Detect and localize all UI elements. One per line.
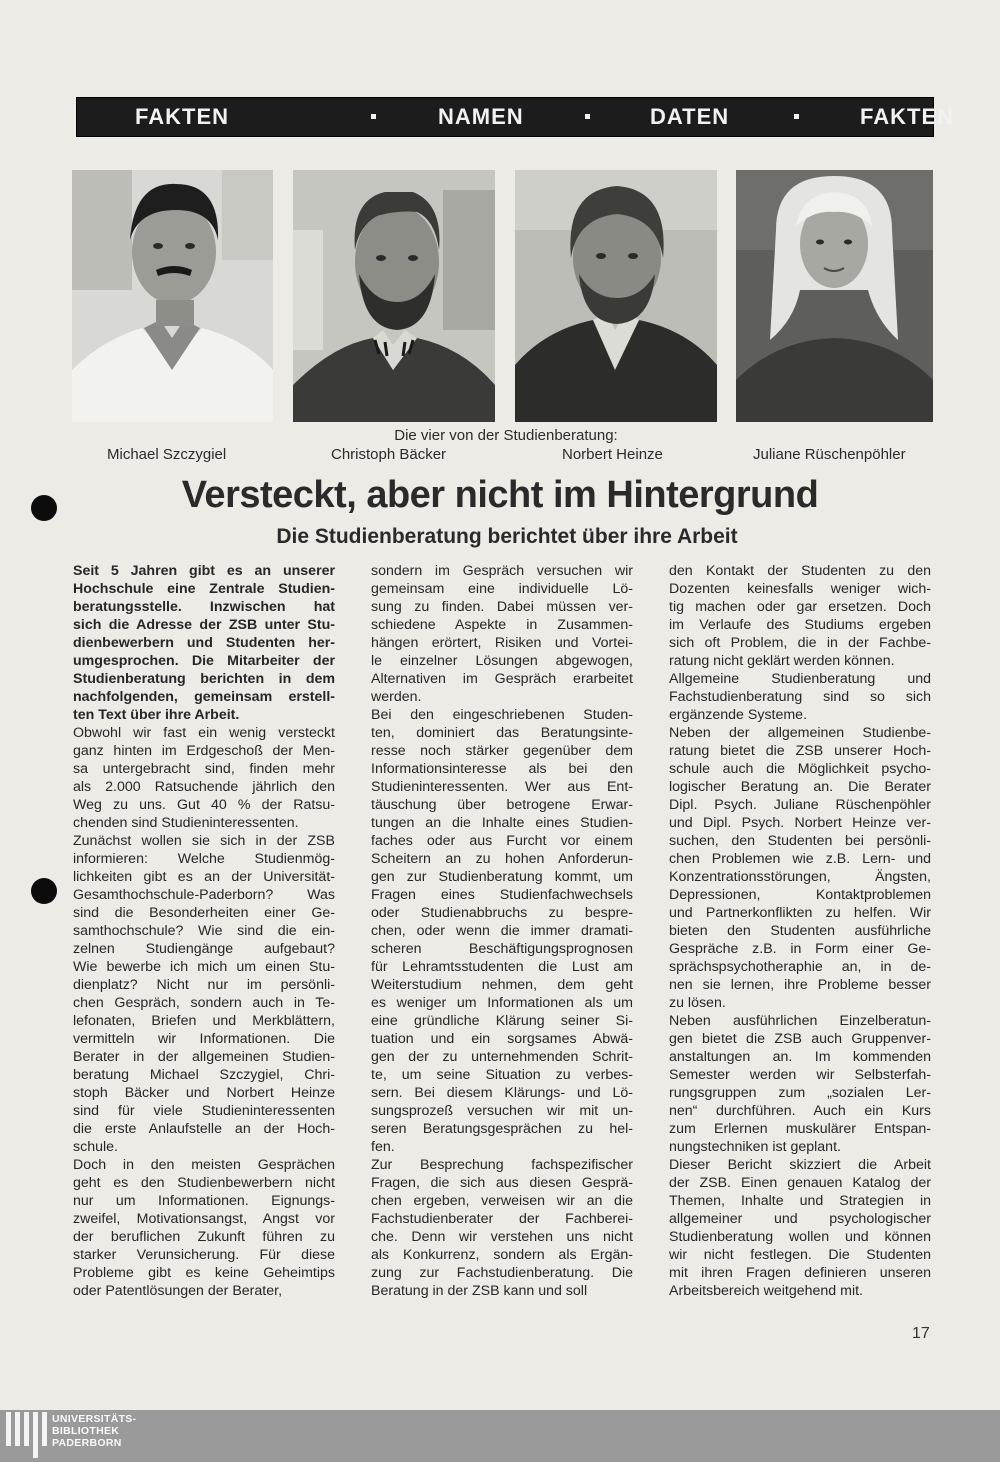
portrait-photo-rueschenpoehler — [736, 170, 933, 422]
article-text-line: starker Verunsicherung. Für diese — [73, 1247, 335, 1263]
article-text-line: ratung nicht geklärt werden können. — [669, 653, 895, 669]
article-text-line: chenden sind Studieninteressenten. — [73, 815, 299, 831]
article-text-line: Alternativen im Gespräch erarbeitet — [371, 671, 633, 687]
article-text-line: anstaltungen an. Im kommenden — [669, 1049, 931, 1065]
article-text-line: Neben ausführlichen Einzelberatun- — [669, 1013, 931, 1029]
article-text-line: schule auch die Möglichkeit psycho- — [669, 761, 931, 777]
article-text-line: gemeinsam eine individuelle Lö- — [371, 581, 633, 597]
article-text-line: gen der zu unternehmenden Schrit- — [371, 1049, 633, 1065]
banner-separator — [585, 114, 590, 119]
punch-hole — [31, 878, 57, 904]
article-text-line: ten Text über ihre Arbeit. — [73, 707, 240, 723]
article-text-line: Themen, Inhalte und Strategien in — [669, 1193, 931, 1209]
library-name-line: PADERBORN — [52, 1437, 122, 1449]
portrait-photo-heinze — [515, 170, 717, 422]
caption-name: Norbert Heinze — [562, 446, 663, 463]
article-text-line: sich oft Problem, die in der Fachbe- — [669, 635, 931, 651]
article-text-line: sind die Besonderheiten einer Ge- — [73, 905, 335, 921]
article-text-line: lefonaten, Briefen und Merkblättern, — [73, 1013, 335, 1029]
article-text-line: Gesamthochschule-Paderborn? Was — [73, 887, 335, 903]
article-text-line: oder Studienabbruchs zu bespre- — [371, 905, 633, 921]
article-text-line: zum Erlernen muskulärer Entspan- — [669, 1121, 931, 1137]
article-text-line: Dieser Bericht skizziert die Arbeit — [669, 1157, 931, 1173]
article-text-line: Probleme gibt es keine Geheimtips — [73, 1265, 335, 1281]
article-text-line: Weiterstudium nehmen, dem geht — [371, 977, 633, 993]
article-text-line: chen Gespräch, sondern auch in Te- — [73, 995, 335, 1011]
library-name — [52, 1413, 136, 1449]
article-text-line: sondern im Gespräch versuchen wir — [371, 563, 633, 579]
article-text-line: täuschung über betrogene Erwar- — [371, 797, 633, 813]
article-text-line: Weg zu uns. Gut 40 % der Ratsu- — [73, 797, 335, 813]
article-text-line: sung zu finden. Dabei müssen ver- — [371, 599, 633, 615]
article-text-line: als 2.000 Ratsuchende jährlich den — [73, 779, 335, 795]
portrait-photo-baecker — [293, 170, 495, 422]
article-text-line: seren Beratungsgesprächen zu hel- — [371, 1121, 633, 1137]
article-text-line: te, um seine Situation zu verbes- — [371, 1067, 633, 1083]
banner-word: DATEN — [650, 104, 730, 129]
article-text-line: es weniger um Informationen als um — [371, 995, 633, 1011]
article-text-line: zung zur Fachstudienberatung. Die — [371, 1265, 633, 1281]
article-text-line: und Partnerkonflikten zu helfen. Wir — [669, 905, 931, 921]
article-text-line: informieren: Welche Studienmög- — [73, 851, 335, 867]
article-text-line: Berater in der allgemeinen Studien- — [73, 1049, 335, 1065]
article-text-line: Fachstudienberatung sind so sich — [669, 689, 931, 705]
article-text-line: schiedene Aspekte in Zusammen- — [371, 617, 633, 633]
portrait-photo-szczygiel — [72, 170, 273, 422]
article-text-line: faches oder aus Furcht vor einem — [371, 833, 633, 849]
article-text-line: Dipl. Psych. Juliane Rüschenpöhler — [669, 797, 931, 813]
article-subheadline: Die Studienberatung berichtet über ihre Arbeit — [276, 525, 738, 548]
article-column-2 — [371, 562, 633, 1300]
article-text-line: Obwohl wir fast ein wenig versteckt — [73, 725, 335, 741]
article-text-line: Fragen eines Studienfachwechsels — [371, 887, 633, 903]
article-text-line: zweifel, Motivationsangst, Angst vor — [73, 1211, 335, 1227]
article-text-line: sa untergebracht sind, finden mehr — [73, 761, 335, 777]
article-text-line: Neben der allgemeinen Studienbe- — [669, 725, 931, 741]
banner-word: FAKTEN — [135, 104, 229, 129]
article-text-line: zu lösen. — [669, 995, 726, 1011]
article-text-line: oder Patentlösungen der Berater, — [73, 1283, 283, 1299]
article-text-line: den Kontakt der Studenten zu den — [669, 563, 931, 579]
article-text-line: Dozenten keinesfalls weniger wich- — [669, 581, 931, 597]
article-text-line: Studienberatung berichten in dem — [73, 671, 335, 687]
banner-word: FAKTEN — [860, 104, 954, 129]
article-text-line: Gespräche z.B. in Form einer Ge- — [669, 941, 931, 957]
article-text-line: Wie bewerbe ich mich um einen Stu- — [73, 959, 335, 975]
article-text-line: chen ergeben, verweisen wir an die — [371, 1193, 633, 1209]
article-text-line: samthochschule? Wie sind die ein- — [73, 923, 335, 939]
article-headline: Versteckt, aber nicht im Hintergrund — [181, 474, 819, 516]
article-text-line: bieten den Studenten ausführliche — [669, 923, 931, 939]
article-text-line: der ZSB. Einen genauen Katalog der — [669, 1175, 931, 1191]
article-text-line: sind für viele Studieninteressenten — [73, 1103, 335, 1119]
caption-name: Juliane Rüschenpöhler — [753, 446, 906, 463]
article-text-line: ergänzende Systeme. — [669, 707, 808, 723]
article-text-line: tuation und ein sorgsames Abwä- — [371, 1031, 633, 1047]
article-text-line: le einzelner Lösungen abgewogen, — [371, 653, 633, 669]
article-text-line: Fachstudienberater der Fachberei- — [371, 1211, 633, 1227]
article-text-line: Beratung in der ZSB kann und soll — [371, 1283, 588, 1299]
article-text-line: Hochschule eine Zentrale Studien- — [73, 581, 335, 597]
article-text-line: beratung Michael Szczygiel, Chri- — [73, 1067, 335, 1083]
article-text-line: dienbewerbern und Studenten her- — [73, 635, 335, 651]
section-banner — [76, 97, 954, 137]
article-text-line: logischer Beratung an. Die Berater — [669, 779, 931, 795]
article-text-line: resse noch stärker gegenüber dem — [371, 743, 633, 759]
punch-hole — [31, 495, 57, 521]
article-text-line: beratungsstelle. Inzwischen hat — [73, 599, 335, 615]
article-text-line: der beruflichen Zukunft führen zu — [73, 1229, 335, 1245]
article-text-line: für Lehramtsstudenten die Lust am — [371, 959, 633, 975]
article-text-line: Zunächst wollen sie sich in der ZSB — [73, 833, 335, 849]
article-text-line: Zur Besprechung fachspezifischer — [371, 1157, 633, 1173]
article-text-line: ten, dominiert das Beratungsinte- — [371, 725, 633, 741]
article-text-line: Arbeitsbereich weitgehend mit. — [669, 1283, 863, 1299]
article-text-line: die erste Anlaufstelle an der Hoch- — [73, 1121, 335, 1137]
article-text-line: Konzentrationsstörungen, Ängsten, — [669, 869, 931, 885]
article-text-line: Semester werden wir Selbsterfah- — [669, 1067, 931, 1083]
article-text-line: ganz hinten im Erdgeschoß der Men- — [73, 743, 335, 759]
article-text-line: als Konkurrenz, sondern als Ergän- — [371, 1247, 633, 1263]
article-text-line: vermitteln wir Informationen. Die — [73, 1031, 335, 1047]
article-text-line: Depressionen, Kontaktproblemen — [669, 887, 931, 903]
article-text-line: ratung bietet die ZSB unserer Hoch- — [669, 743, 931, 759]
article-text-line: Bei den eingeschriebenen Studen- — [371, 707, 633, 723]
article-text-line: che. Denn wir verstehen uns nicht — [371, 1229, 633, 1245]
caption-name: Christoph Bäcker — [331, 446, 447, 463]
article-column-1 — [73, 562, 335, 1300]
article-text-line: sprächspsychotheraphie an, in de- — [669, 959, 931, 975]
article-text-line: Informationsinteresse als bei den — [371, 761, 633, 777]
article-text-line: Fragen, die sich aus diesen Gesprä- — [371, 1175, 633, 1191]
article-text-line: stoph Bäcker und Norbert Heinze — [73, 1085, 335, 1101]
article-text-line: nachfolgenden, gemeinsam erstell- — [73, 689, 335, 705]
article-text-line: sungsprozeß versuchen wir mit un- — [371, 1103, 633, 1119]
article-text-line: hängen erörtert, Risiken und Vortei- — [371, 635, 633, 651]
article-text-line: allgemeiner und psychologischer — [669, 1211, 931, 1227]
article-text-line: scheren Beschäftigungsprognosen — [371, 941, 633, 957]
page-number: 17 — [912, 1325, 930, 1342]
article-text-line: im Verlaufe des Studiums ergeben — [669, 617, 931, 633]
library-name-line: BIBLIOTHEK — [52, 1425, 120, 1437]
article-text-line: zelnen Studiengänge aufgebaut? — [73, 941, 335, 957]
article-text-line: gen bietet die ZSB auch Gruppenver- — [669, 1031, 931, 1047]
banner-separator — [371, 114, 376, 119]
article-text-line: Seit 5 Jahren gibt es an unserer — [73, 563, 335, 579]
article-text-line: eine gründliche Klärung seiner Si- — [371, 1013, 633, 1029]
article-text-line: geht es den Studienbewerbern nicht — [73, 1175, 335, 1191]
article-text-line: chen Problemen wie z.B. Lern- und — [669, 851, 931, 867]
article-text-line: Allgemeine Studienberatung und — [669, 671, 931, 687]
article-text-line: nen“ durchführen. Auch ein Kurs — [669, 1103, 931, 1119]
article-text-line: dienplatz? Nicht nur im persönli- — [73, 977, 335, 993]
library-footer — [0, 1410, 1000, 1462]
article-text-line: rungsgruppen zum „sozialen Ler- — [669, 1085, 931, 1101]
article-text-line: gen zur Studienberatung kommt, um — [371, 869, 633, 885]
article-text-line: Scheitern an zu hohen Anforderun- — [371, 851, 633, 867]
article-text-line: Doch in den meisten Gesprächen — [73, 1157, 335, 1173]
banner-separator — [794, 114, 799, 119]
article-text-line: nen sie lernen, ihre Probleme besser — [669, 977, 931, 993]
article-text-line: werden. — [371, 689, 422, 705]
article-text-line: nungstechniken ist geplant. — [669, 1139, 841, 1155]
article-text-line: fen. — [371, 1139, 395, 1155]
article-text-line: umgesprochen. Die Mitarbeiter der — [73, 653, 335, 669]
article-text-line: nur um Informationen. Eignungs- — [73, 1193, 335, 1209]
article-text-line: und Dipl. Psych. Norbert Heinze ver- — [669, 815, 931, 831]
article-text-line: chen, oder wenn die immer dramati- — [371, 923, 633, 939]
article-text-line: sich die Adresse der ZSB unter Stu- — [73, 617, 335, 633]
article-text-line: tig machen oder gar ersetzen. Doch — [669, 599, 931, 615]
caption-name: Michael Szczygiel — [107, 446, 227, 463]
article-text-line: sern. Bei diesem Klärungs- und Lö- — [371, 1085, 633, 1101]
photo-caption-intro: Die vier von der Studienberatung: — [394, 427, 618, 444]
article-text-line: Studienberatung wollen und können — [669, 1229, 931, 1245]
library-name-line: UNIVERSITÄTS- — [52, 1413, 137, 1425]
article-text-line: tungen an die Inhalte eines Studien- — [371, 815, 633, 831]
banner-word: NAMEN — [438, 104, 524, 129]
article-text-line: Studieninteressenten. Wer aus Ent- — [371, 779, 633, 795]
article-text-line: mit ihren Fragen definieren unseren — [669, 1265, 931, 1281]
article-text-line: lichkeiten gibt es an der Universität- — [73, 869, 335, 885]
article-text-line: wir nicht festlegen. Die Studenten — [669, 1247, 931, 1263]
article-text-line: schule. — [73, 1139, 118, 1155]
article-column-3 — [669, 562, 931, 1300]
article-text-line: suchen, den Studenten bei persönli- — [669, 833, 931, 849]
